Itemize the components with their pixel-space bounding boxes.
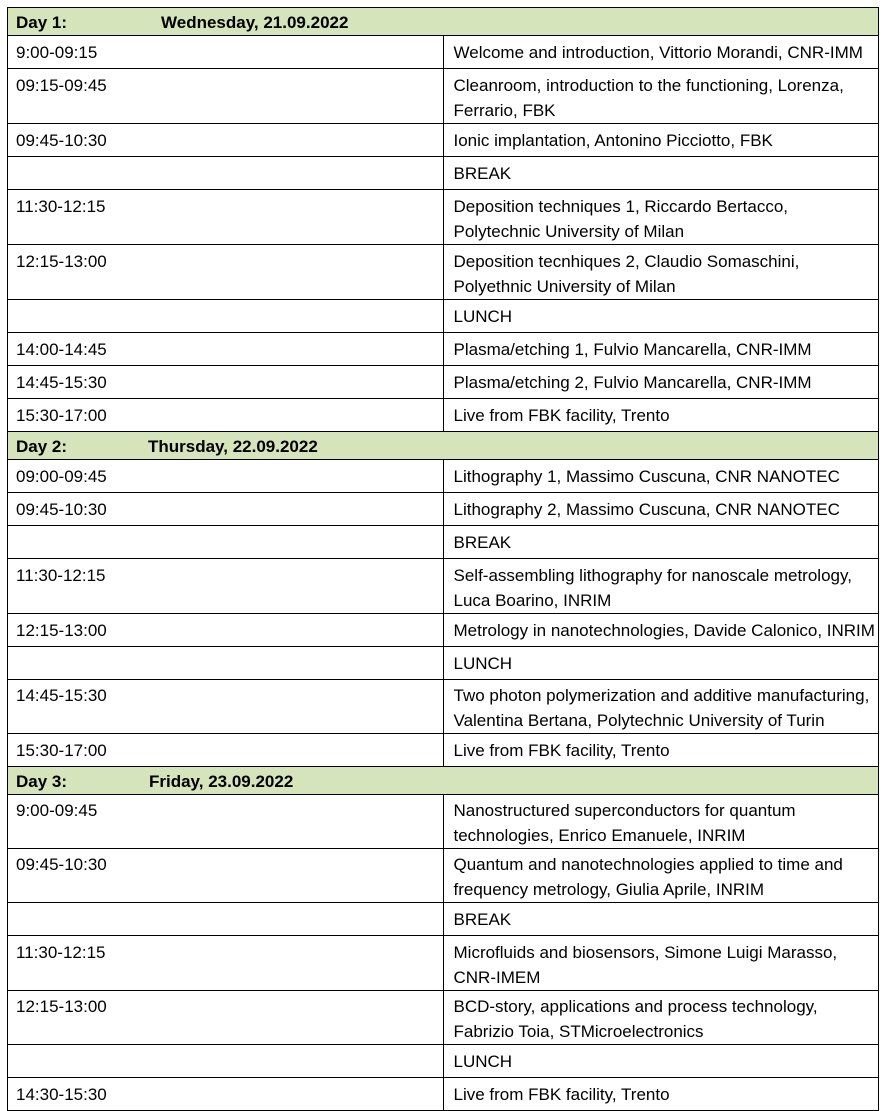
time-cell: 09:45-10:30	[8, 849, 444, 903]
table-row	[8, 190, 879, 245]
table-row	[8, 795, 879, 849]
table-row	[8, 69, 879, 124]
table-row	[8, 614, 879, 647]
day-label: Day 1:	[16, 13, 68, 32]
session-cell: Live from FBK facility, Trento	[443, 734, 879, 767]
day-label: Day 2:	[16, 437, 68, 456]
table-row	[8, 936, 879, 991]
table-row	[8, 333, 879, 366]
time-cell: 14:45-15:30	[8, 366, 444, 399]
time-cell: 11:30-12:15	[8, 559, 444, 614]
time-cell: 11:30-12:15	[8, 190, 444, 245]
day-header-cell	[8, 767, 879, 795]
time-cell: 14:30-15:30	[8, 1078, 444, 1111]
day-header	[8, 767, 879, 795]
session-cell: Lithography 2, Massimo Cuscuna, CNR NANOTEC	[443, 493, 879, 526]
table-row	[8, 647, 879, 680]
session-cell: LUNCH	[443, 647, 879, 680]
session-cell: Welcome and introduction, Vittorio Morandi, CNR-IMM	[443, 36, 879, 69]
session-cell: Deposition techniques 1, Riccardo Bertacco, Polytechnic University of Milan	[443, 190, 879, 245]
time-cell: 12:15-13:00	[8, 245, 444, 300]
time-cell	[8, 903, 444, 936]
session-cell: Plasma/etching 1, Fulvio Mancarella, CNR-IMM	[443, 333, 879, 366]
table-row	[8, 157, 879, 190]
session-cell: Plasma/etching 2, Fulvio Mancarella, CNR-IMM	[443, 366, 879, 399]
time-cell: 14:45-15:30	[8, 680, 444, 734]
time-cell: 15:30-17:00	[8, 734, 444, 767]
table-row	[8, 680, 879, 734]
time-cell: 15:30-17:00	[8, 399, 444, 432]
session-cell: Live from FBK facility, Trento	[443, 1078, 879, 1111]
table-row	[8, 734, 879, 767]
day-header-cell	[8, 432, 879, 460]
time-cell: 09:00-09:45	[8, 460, 444, 493]
session-cell: BREAK	[443, 903, 879, 936]
time-cell	[8, 526, 444, 559]
table-row	[8, 1078, 879, 1111]
session-cell: Deposition tecnhiques 2, Claudio Somaschini, Polyethnic University of Milan	[443, 245, 879, 300]
day-header	[8, 8, 879, 36]
session-cell: Ionic implantation, Antonino Picciotto, FBK	[443, 124, 879, 157]
day-header-cell	[8, 8, 879, 36]
session-cell: Microfluids and biosensors, Simone Luigi Marasso, CNR-IMEM	[443, 936, 879, 991]
table-row	[8, 559, 879, 614]
schedule-table	[7, 7, 879, 1111]
time-cell: 11:30-12:15	[8, 936, 444, 991]
table-row	[8, 300, 879, 333]
table-row	[8, 399, 879, 432]
session-cell: LUNCH	[443, 300, 879, 333]
time-cell: 09:45-10:30	[8, 124, 444, 157]
session-cell: BCD-story, applications and process technology, Fabrizio Toia, STMicroelectronics	[443, 991, 879, 1045]
day-header	[8, 432, 879, 460]
session-cell: Lithography 1, Massimo Cuscuna, CNR NANOTEC	[443, 460, 879, 493]
day-label: Day 3:	[16, 772, 68, 791]
session-cell: Live from FBK facility, Trento	[443, 399, 879, 432]
time-cell: 09:45-10:30	[8, 493, 444, 526]
table-row	[8, 849, 879, 903]
time-cell: 12:15-13:00	[8, 614, 444, 647]
session-cell: BREAK	[443, 526, 879, 559]
table-row	[8, 991, 879, 1045]
table-row	[8, 460, 879, 493]
time-cell: 09:15-09:45	[8, 69, 444, 124]
session-cell: Two photon polymerization and additive manufacturing, Valentina Bertana, Polytechnic University of Turin	[443, 680, 879, 734]
session-cell: Metrology in nanotechnologies, Davide Calonico, INRIM	[443, 614, 879, 647]
table-row	[8, 493, 879, 526]
time-cell	[8, 300, 444, 333]
session-cell: Nanostructured superconductors for quantum technologies, Enrico Emanuele, INRIM	[443, 795, 879, 849]
day-date: Friday, 23.09.2022	[149, 772, 294, 791]
time-cell: 9:00-09:45	[8, 795, 444, 849]
session-cell: BREAK	[443, 157, 879, 190]
table-row	[8, 903, 879, 936]
day-date: Wednesday, 21.09.2022	[161, 13, 349, 32]
time-cell: 14:00-14:45	[8, 333, 444, 366]
time-cell	[8, 647, 444, 680]
time-cell: 9:00-09:15	[8, 36, 444, 69]
session-cell: LUNCH	[443, 1045, 879, 1078]
session-cell: Cleanroom, introduction to the functioning, Lorenza, Ferrario, FBK	[443, 69, 879, 124]
session-cell: Quantum and nanotechnologies applied to time and frequency metrology, Giulia Aprile, INRIM	[443, 849, 879, 903]
session-cell: Self-assembling lithography for nanoscale metrology, Luca Boarino, INRIM	[443, 559, 879, 614]
table-row	[8, 366, 879, 399]
table-row	[8, 1045, 879, 1078]
time-cell: 12:15-13:00	[8, 991, 444, 1045]
day-date: Thursday, 22.09.2022	[148, 437, 318, 456]
table-row	[8, 526, 879, 559]
table-row	[8, 124, 879, 157]
table-row	[8, 245, 879, 300]
time-cell	[8, 157, 444, 190]
table-row	[8, 36, 879, 69]
time-cell	[8, 1045, 444, 1078]
